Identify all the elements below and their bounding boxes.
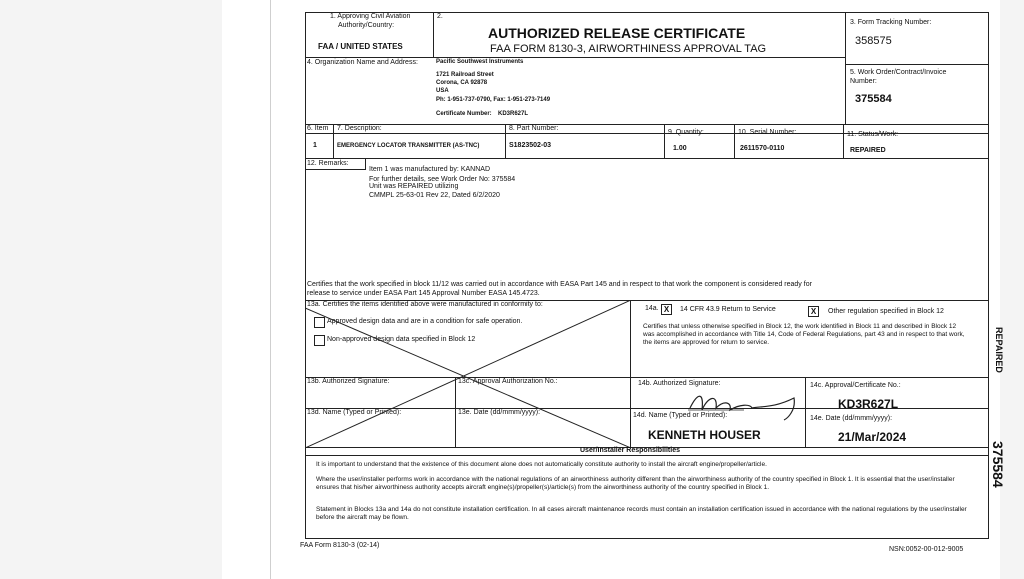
row-serial: 2611570-0110 [740,145,785,152]
divider [845,64,988,65]
footer-form-number: FAA Form 8130-3 (02-14) [300,542,380,549]
block5-label-2: Number: [850,78,877,85]
row-part-number: S1823502-03 [509,142,552,149]
row-status: REPAIRED [850,147,886,154]
block14d-value: KENNETH HOUSER [648,428,761,442]
block1-label-2: Authority/Country: [338,22,395,29]
block3-label: 3. Form Tracking Number: [850,19,932,26]
org-address-1: 1721 Railroad Street [436,72,494,78]
divider [664,124,665,158]
footer-nsn: NSN:0052-00-012-9005 [889,546,964,553]
org-name: Pacific Southwest Instruments [436,59,524,65]
page-edge [270,0,271,579]
user-installer-paragraph-2: Where the user/installer performs work in accordance with the national regulations of an airworthiness authority different than the airworthiness authority of the country specified in Block 1. It is essential that the user/installer ensures that his/her airworthiness authority accepts aircraft engine(s)/propeller(s)/article(s) from the airworthiness authority of the country specified in Block 1. [316,476,955,491]
col8-header: 8. Part Number: [509,125,559,132]
block14a-checkbox-2[interactable]: X [808,306,819,317]
divider [805,377,806,447]
block13d-label: 13d. Name (Typed or Printed): [307,409,402,416]
divider [845,12,846,124]
void-cross-lines [305,300,631,448]
divider [734,124,735,158]
side-status-stamp: REPAIRED [994,327,1004,373]
block14a-statement: Certifies that unless otherwise specified in Block 12, the work identified in Block 11 and described in Block 12 was accomplished in accordance with Title 14, Code of Federal Regulations, part 43 and in respect to that work, the items are approved for return to service. [643,323,965,346]
org-address-3: USA [436,88,449,94]
col9-header: 9. Quantity: [668,129,704,136]
block5-label: 5. Work Order/Contract/Invoice [850,69,947,76]
user-installer-paragraph-1: It is important to understand that the existence of this document alone does not automatically constitute authority to install the aircraft engine/propeller/article. [316,461,767,468]
block14b-label: 14b. Authorized Signature: [638,380,721,387]
certificate-number: KD3R627L [498,111,529,117]
col10-header: 10. Serial Number: [738,129,797,136]
divider [305,124,989,125]
block14c-value: KD3R627L [838,397,899,411]
divider [305,455,989,456]
border-right [988,12,989,539]
org-address-2: Corona, CA 92878 [436,80,488,86]
border-left [305,12,306,539]
border-bottom [305,538,989,539]
block13c-label: 13c. Approval Authorization No.: [458,378,558,385]
block1-value: FAA / UNITED STATES [318,42,403,51]
remark-line-2: For further details, see Work Order No: 375584 [369,176,516,183]
block1-label: 1. Approving Civil Aviation [330,13,411,20]
block14a-option-1: 14 CFR 43.9 Return to Service [680,306,776,313]
block13b-label: 13b. Authorized Signature: [307,378,390,385]
side-work-order-stamp: 375584 [990,441,1006,488]
remark-line-1: Item 1 was manufactured by: KANNAD [369,166,490,173]
row-description: EMERGENCY LOCATOR TRANSMITTER (AS-TNC) [337,143,480,149]
divider [305,158,989,159]
block5-value: 375584 [855,93,892,105]
block13e-label: 13e. Date (dd/mmm/yyyy): [458,409,541,416]
col6-header: 6. Item [307,125,329,132]
block14e-value: 21/Mar/2024 [838,430,907,444]
remark-line-3: Unit was REPAIRED utilizing [369,183,459,190]
easa-statement-2: release to service under EASA Part 145 Approval Number EASA 145.4723. [307,290,540,297]
block2-label: 2. [437,13,443,20]
block3-value: 358575 [855,35,892,47]
org-phone: Ph: 1-951-737-0790, Fax: 1-951-273-7149 [436,97,551,103]
authorized-signature [684,386,804,426]
block4-label: 4. Organization Name and Address: [307,59,418,66]
easa-statement-1: Certifies that the work specified in block 11/12 was carried out in accordance with EASA Part 145 and in respect to that work the component is considered ready for [307,281,812,288]
divider [305,57,845,58]
block14d-label: 14d. Name (Typed or Printed): [633,412,728,419]
block14e-label: 14e. Date (dd/mmm/yyyy): [810,415,893,422]
divider [305,169,366,170]
block14a-checkbox-1[interactable]: X [661,304,672,315]
row-item: 1 [313,142,317,149]
divider [433,12,434,58]
block12-label: 12. Remarks: [307,160,349,167]
divider [505,124,506,158]
remark-line-4: CMMPL 25-63-01 Rev 22, Dated 6/2/2020 [369,192,500,199]
form-title: AUTHORIZED RELEASE CERTIFICATE [488,25,746,41]
block14c-label: 14c. Approval/Certificate No.: [810,382,901,389]
divider [333,124,334,158]
block13a-option-2: Non-approved design data specified in Block 12 [327,336,476,343]
block14a-option-2: Other regulation specified in Block 12 [828,308,944,315]
col11-header: 11. Status/Work: [847,131,899,138]
divider [843,124,844,158]
col7-header: 7. Description: [337,125,382,132]
block13a-option-1: Approved design data and are in a condition for safe operation. [327,318,523,325]
user-installer-title: User/Installer Responsibilities [580,447,680,454]
block14a-label: 14a. [645,305,659,312]
user-installer-paragraph-3: Statement in Blocks 13a and 14a do not constitute installation certification. In all cases aircraft maintenance records must contain an installation certification issued in accordance with the national regulations by the user/installer before the aircraft may be flown. [316,506,967,521]
form-subtitle: FAA FORM 8130-3, AIRWORTHINESS APPROVAL TAG [490,43,767,55]
certificate-number-label: Certificate Number: [436,111,492,117]
row-quantity: 1.00 [673,145,687,152]
block13a-label: 13a. Certifies the items identified above were manufactured in conformity to: [307,301,543,308]
